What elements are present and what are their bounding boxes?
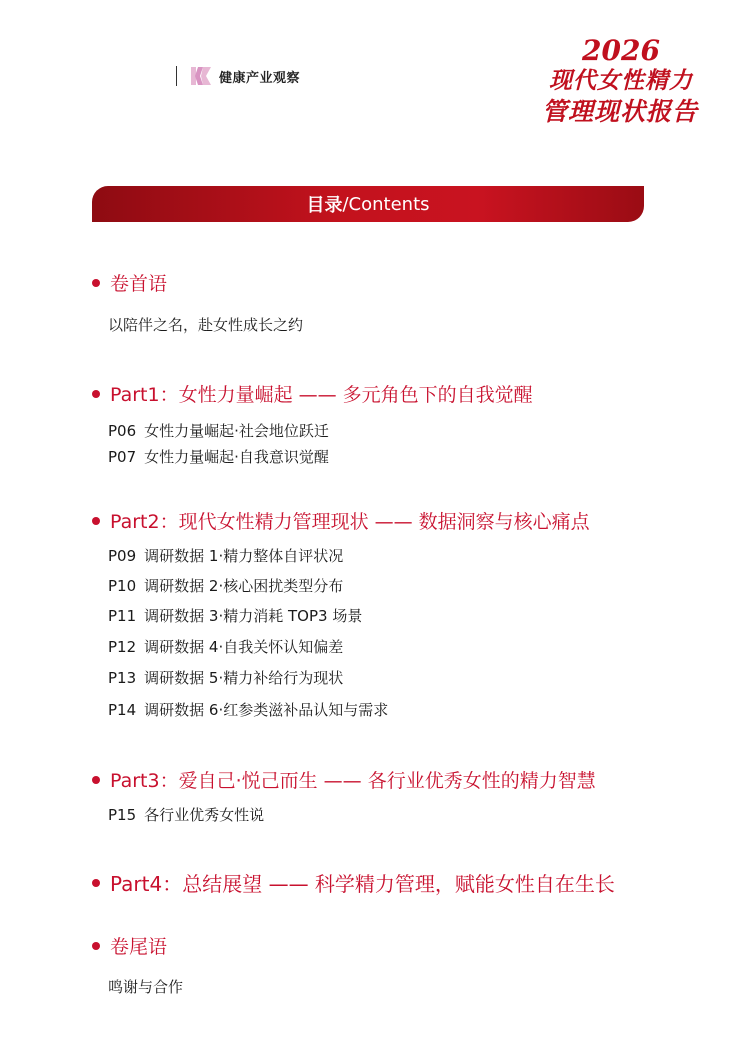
- toc-item[interactable]: [108, 314, 303, 335]
- bullet-dot-icon: [92, 279, 100, 287]
- bullet-dot-icon: [92, 942, 100, 950]
- contents-banner: [92, 186, 644, 222]
- toc-section-epilogue[interactable]: [92, 932, 167, 959]
- toc-section-preface[interactable]: [92, 269, 167, 296]
- toc-item-text: 调研数据 5·精力补给行为现状: [144, 669, 344, 687]
- toc-item-text: 女性力量崛起·自我意识觉醒: [144, 448, 329, 466]
- toc-item-page: P10: [108, 577, 137, 595]
- toc-item[interactable]: [108, 636, 343, 657]
- toc-item[interactable]: [108, 575, 343, 596]
- toc-item-text: 调研数据 2·核心困扰类型分布: [144, 577, 344, 595]
- toc-item-text: 调研数据 6·红参类滋补品认知与需求: [144, 701, 389, 719]
- toc-item-page: P09: [108, 547, 137, 565]
- toc-item-text: 各行业优秀女性说: [144, 806, 265, 824]
- section-title: Part2：现代女性精力管理现状 —— 数据洞察与核心痛点: [110, 511, 590, 533]
- toc-item-page: P12: [108, 638, 137, 656]
- toc-item-page: P06: [108, 422, 137, 440]
- toc-section-part1[interactable]: [92, 380, 533, 407]
- toc-item-page: P13: [108, 669, 137, 687]
- toc-item[interactable]: [108, 605, 362, 626]
- brand-header: [176, 64, 300, 88]
- report-title-block: [542, 36, 700, 128]
- brand-divider: [176, 66, 177, 86]
- toc-item-text: 鸣谢与合作: [108, 978, 184, 996]
- section-title: Part4：总结展望 —— 科学精力管理，赋能女性自在生长: [110, 872, 615, 896]
- bullet-dot-icon: [92, 390, 100, 398]
- toc-item[interactable]: [108, 420, 329, 441]
- toc-item-page: P14: [108, 701, 137, 719]
- stylized-k-logo-icon: [191, 67, 211, 85]
- toc-item-text: 以陪伴之名，赴女性成长之约: [108, 316, 304, 334]
- section-title: Part3：爱自己·悦己而生 —— 各行业优秀女性的精力智慧: [110, 770, 596, 792]
- contents-banner-rest: /Contents: [342, 193, 430, 215]
- bullet-dot-icon: [92, 517, 100, 525]
- toc-section-part2[interactable]: [92, 507, 590, 534]
- toc-item-text: 女性力量崛起·社会地位跃迁: [144, 422, 329, 440]
- toc-item[interactable]: [108, 446, 329, 467]
- bullet-dot-icon: [92, 776, 100, 784]
- toc-section-part4[interactable]: [92, 868, 615, 897]
- toc-item[interactable]: [108, 699, 388, 720]
- toc-item-text: 调研数据 1·精力整体自评状况: [144, 547, 344, 565]
- toc-item-page: P11: [108, 607, 137, 625]
- section-title: 卷首语: [110, 273, 168, 295]
- report-year: 2026: [582, 34, 660, 67]
- toc-item[interactable]: [108, 667, 343, 688]
- brand-name: 健康产业观察: [219, 70, 301, 86]
- contents-banner-bold: 目录: [306, 195, 343, 216]
- toc-item-text: 调研数据 3·精力消耗 TOP3 场景: [144, 607, 363, 625]
- toc-item-page: P07: [108, 448, 137, 466]
- toc-item-page: P15: [108, 806, 137, 824]
- report-title-line2: 管理现状报告: [541, 97, 698, 126]
- bullet-dot-icon: [92, 879, 100, 887]
- report-title-line1: 现代女性精力: [548, 67, 693, 94]
- toc-item[interactable]: [108, 976, 183, 997]
- toc-item[interactable]: [108, 545, 343, 566]
- toc-item[interactable]: [108, 804, 264, 825]
- section-title: 卷尾语: [110, 936, 168, 958]
- section-title: Part1：女性力量崛起 —— 多元角色下的自我觉醒: [110, 384, 533, 406]
- toc-item-text: 调研数据 4·自我关怀认知偏差: [144, 638, 344, 656]
- toc-section-part3[interactable]: [92, 766, 596, 793]
